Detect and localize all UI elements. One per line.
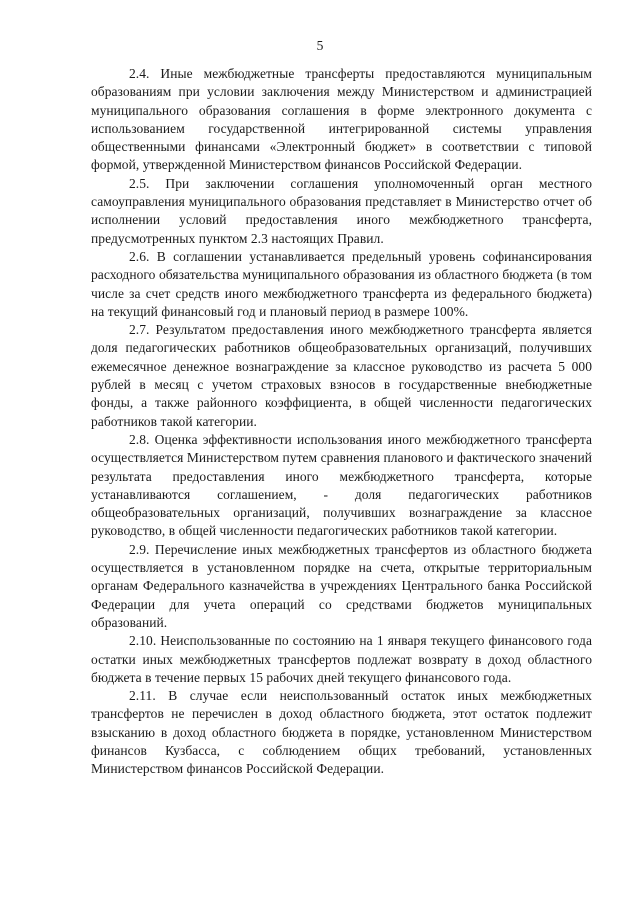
document-body (91, 65, 592, 779)
paragraph-2-9: 2.9. Перечисление иных межбюджетных трансфертов из областного бюджета осуществляется в установленном порядке на счета, открытые территориальным органам Федерального казначейства в учреждениях Центрального банка Российской Федерации для учета операций со средствами бюджетов муниципальных образований. (91, 541, 592, 630)
paragraph-2-4: 2.4. Иные межбюджетные трансферты предоставляются муниципальным образованиям при условии заключения между Министерством и администрацией муниципального образования соглашения в форме электронного документа с использованием государственной интегрированной системы управления общественными финансами «Электронный бюджет» в соответствии с типовой формой, утвержденной Министерством финансов Российской Федерации. (91, 66, 592, 173)
page-number: 5 (316, 38, 324, 53)
paragraph-2-6: 2.6. В соглашении устанавливается предельный уровень софинансирования расходного обязательства муниципального образования из областного бюджета (в том числе за счет средств иного межбюджетного трансферта из федерального бюджета) на текущий финансовый год и плановый период в размере 100%. (91, 248, 592, 319)
paragraph-2-10: 2.10. Неиспользованные по состоянию на 1 января текущего финансового года остатки иных межбюджетных трансфертов подлежат возврату в доход областного бюджета в течение первых 15 рабочих дней текущего финансового года. (91, 633, 592, 685)
paragraph-2-7: 2.7. Результатом предоставления иного межбюджетного трансферта является доля педагогических работников общеобразовательных организаций, получивших ежемесячное денежное вознаграждение за классное руководство из расчета 5 000 рублей в месяц с учетом страховых взносов в государственные внебюджетные фонды, а также районного коэффициента, в общей численности педагогических работников такой категории. (91, 322, 592, 429)
paragraph-2-8: 2.8. Оценка эффективности использования иного межбюджетного трансферта осуществляется Министерством путем сравнения планового и фактического значений результата предоставления иного межбюджетного трансферта, которые устанавливаются соглашением, - доля педагогических работников общеобразовательных организаций, получивших вознаграждение за классное руководство, в общей численности педагогических работников такой категории. (91, 431, 592, 539)
paragraph-2-11: 2.11. В случае если неиспользованный остаток иных межбюджетных трансфертов не перечислен в доход областного бюджета, этот остаток подлежит взысканию в доход областного бюджета в порядке, установленном Министерством финансов Кузбасса, с соблюдением общих требований, установленных Министерством финансов Российской Федерации. (91, 688, 592, 777)
paragraph-2-5: 2.5. При заключении соглашения уполномоченный орган местного самоуправления муниципального образования представляет в Министерство отчет об исполнении условий предоставления иного межбюджетного трансферта, предусмотренных пунктом 2.3 настоящих Правил. (91, 175, 592, 246)
